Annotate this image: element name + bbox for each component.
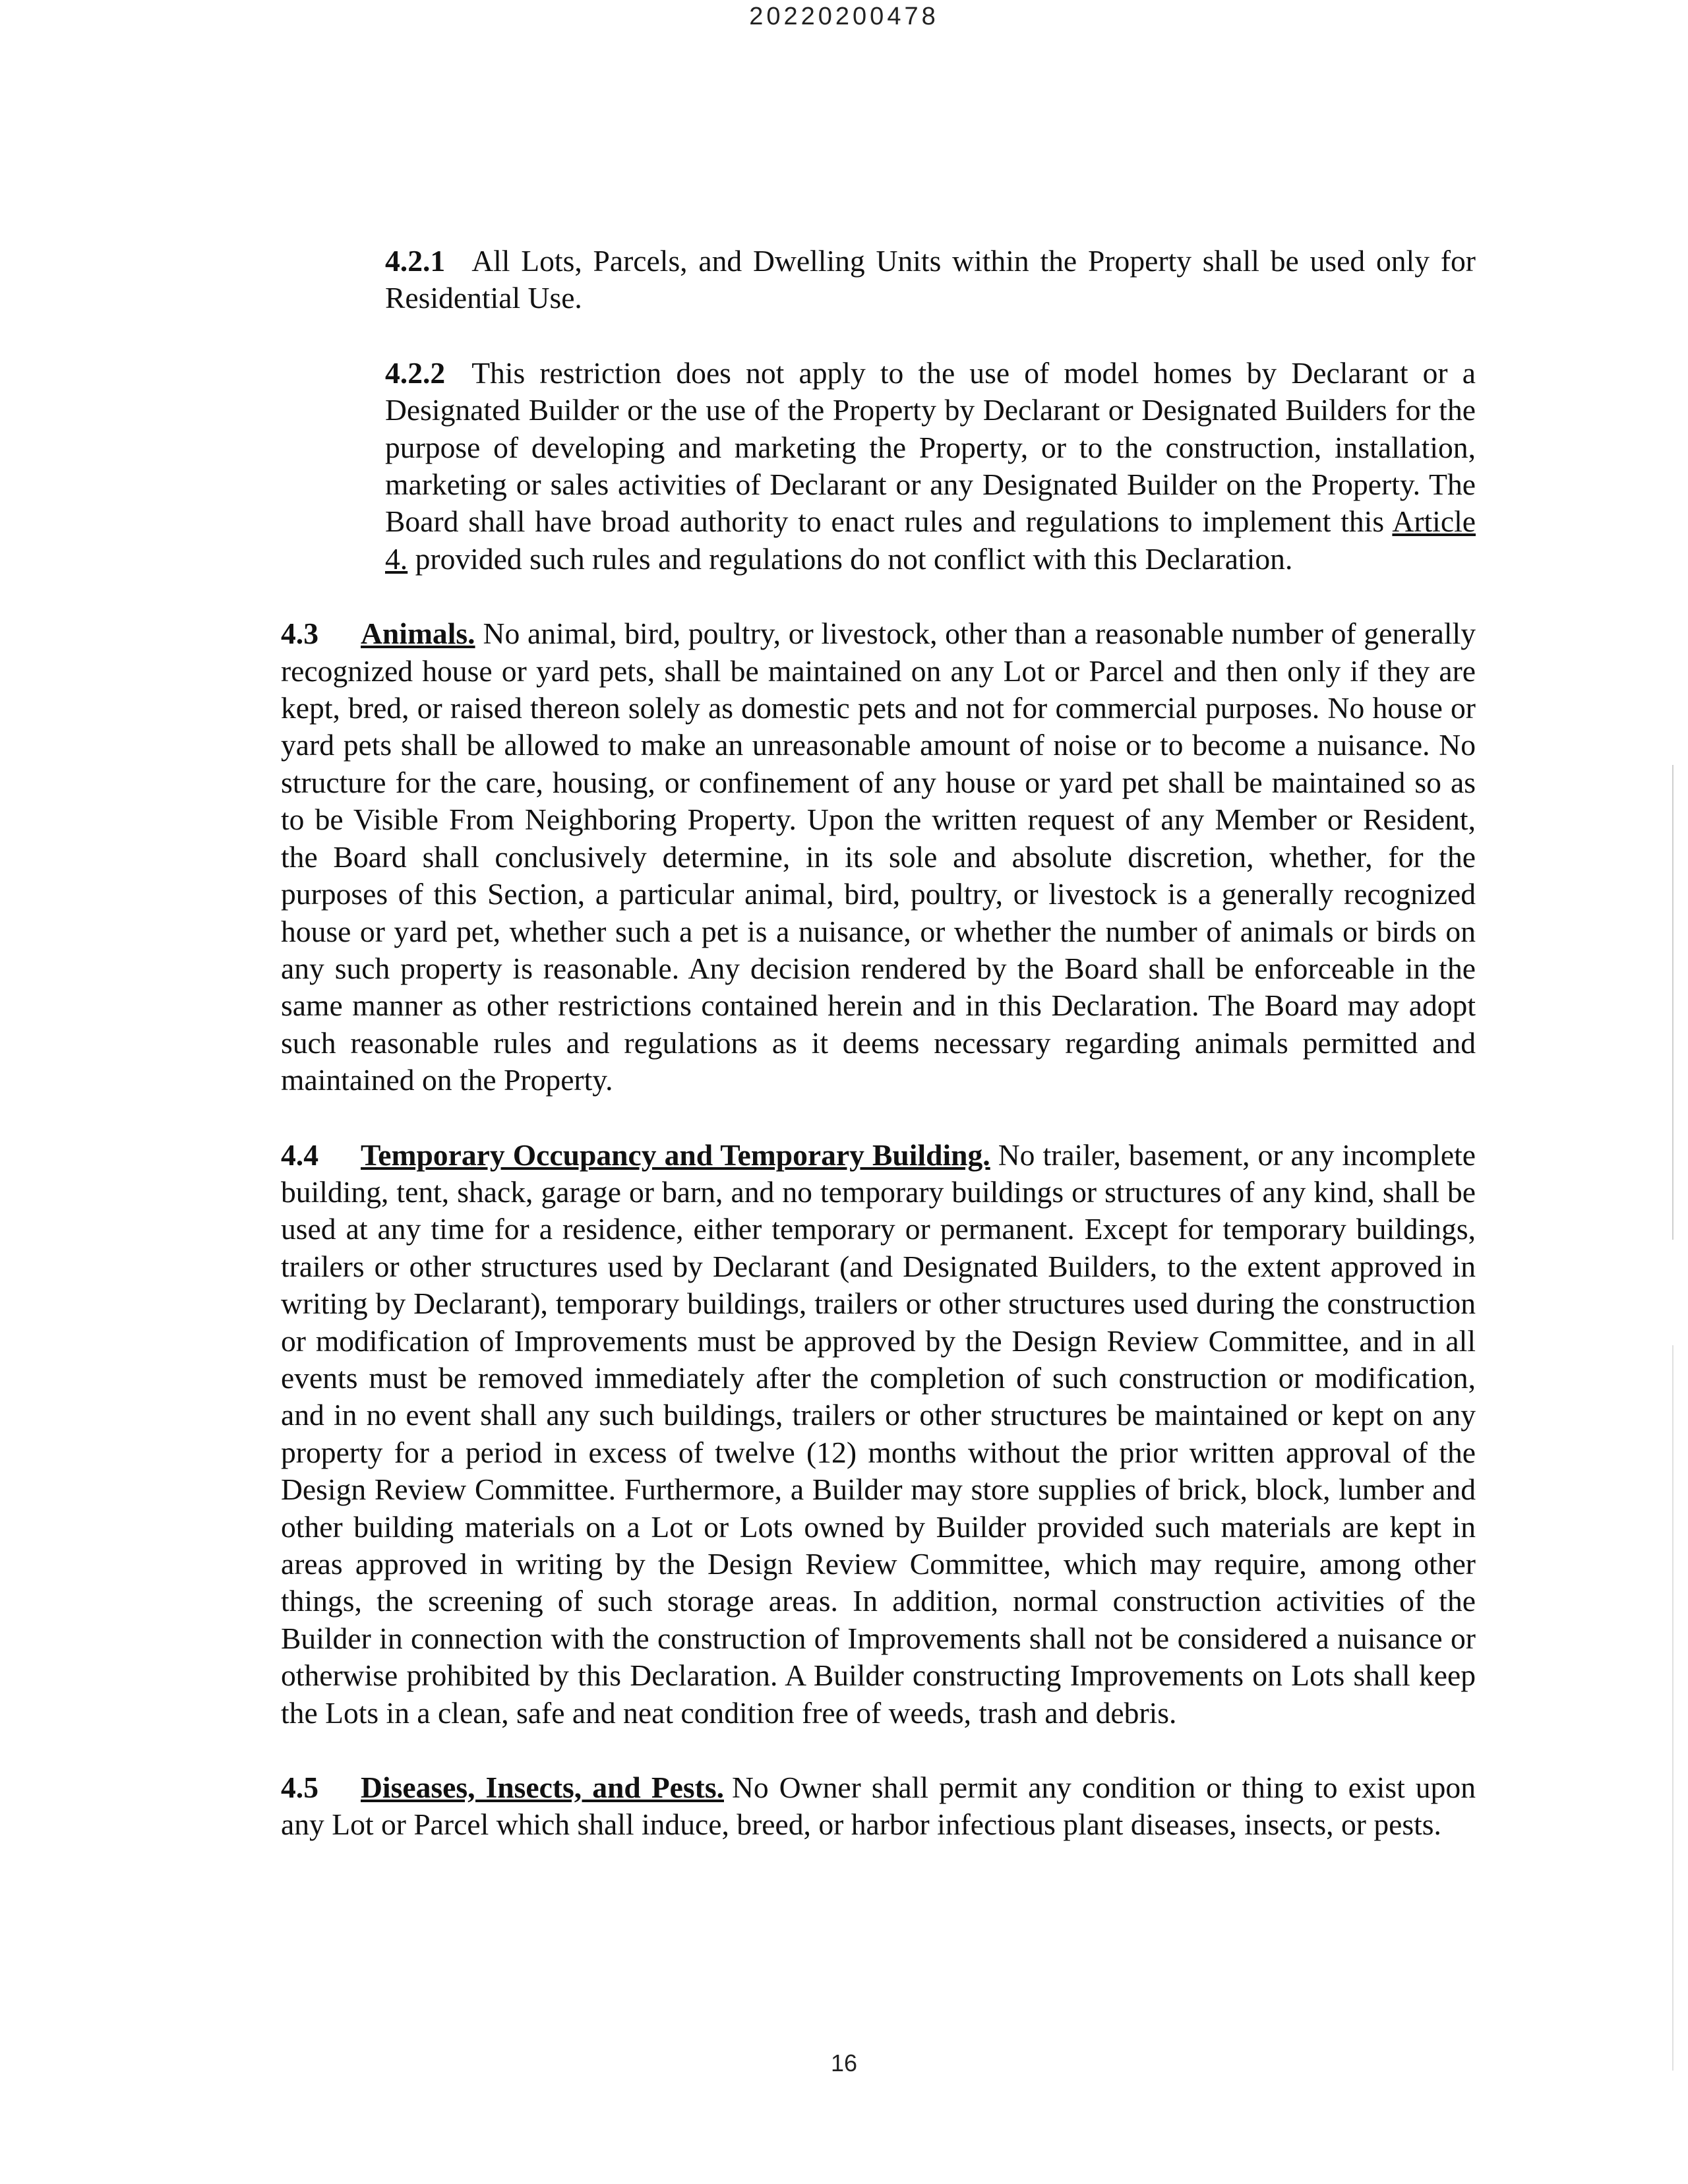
page-number: 16 bbox=[830, 2049, 858, 2077]
section-4-4 bbox=[182, 1137, 1476, 1732]
section-title: Animals. bbox=[361, 617, 475, 651]
section-4-3 bbox=[182, 615, 1476, 1099]
article-reference-link: Article 4. bbox=[385, 504, 1476, 576]
section-title: Temporary Occupancy and Temporary Building. bbox=[361, 1138, 990, 1172]
scan-edge-line-lower bbox=[1672, 1345, 1673, 2071]
section-4-2-2 bbox=[182, 355, 1476, 578]
section-number: 4.5 bbox=[281, 1771, 318, 1805]
section-text: This restriction does not apply to the use of model homes by Declarant or a Designated Builder or the use of the Property by Declarant or Designated Builders for the purpose of developing and marketing the Property, or to the construction, installation, marketing or sales activities of Declarant or any Designated Builder on the Property. The Board shall have broad authority to enact rules and regulations to implement this bbox=[385, 355, 1476, 539]
scan-edge-line-upper bbox=[1672, 765, 1673, 1240]
section-4-2-1 bbox=[182, 243, 1476, 317]
section-text: All Lots, Parcels, and Dwelling Units within the Property shall be used only for Residential Use. bbox=[385, 244, 1476, 315]
section-number: 4.2.1 bbox=[385, 244, 446, 278]
section-number: 4.3 bbox=[281, 617, 318, 651]
section-number: 4.4 bbox=[281, 1138, 318, 1172]
document-body bbox=[182, 243, 1476, 1881]
section-text: No animal, bird, poultry, or livestock, other than a reasonable number of generally recognized house or yard pets, shall be maintained on any Lot or Parcel and then only if they are kept, bred, or raised thereon solely as domestic pets and not for commercial purposes. No house or yard pets shall be allowed to make an unreasonable amount of noise or to become a nuisance. No structure for the care, housing, or confinement of any house or yard pet shall be maintained so as to be Visible From Neighboring Property. Upon the written request of any Member or Resident, the Board shall conclusively determine, in its sole and absolute discretion, whether, for the purposes of this Section, a particular animal, bird, poultry, or livestock is a generally recognized house or yard pet, whether such a pet is a nuisance, or whether the number of animals or birds on any such property is reasonable. Any decision rendered by the Board shall be enforceable in the same manner as other restrictions contained herein and in this Declaration. The Board may adopt such reasonable rules and regulations as it deems necessary regarding animals permitted and maintained on the Property. bbox=[281, 617, 1476, 1097]
section-number: 4.2.2 bbox=[385, 355, 446, 390]
section-4-5 bbox=[182, 1769, 1476, 1844]
section-text: No trailer, basement, or any incomplete building, tent, shack, garage or barn, and no temporary buildings or structures of any kind, shall be used at any time for a residence, either temporary or permanent. Except for temporary buildings, trailers or other structures used by Declarant (and Designated Builders, to the extent approved in writing by Declarant), temporary buildings, trailers or other structures used during the construction or modification of Improvements must be approved by the Design Review Committee, and in all events must be removed immediately after the completion of such construction or modification, and in no event shall any such buildings, trailers or other structures be maintained or kept on any property for a period in excess of twelve (12) months without the prior written approval of the Design Review Committee. Furthermore, a Builder may store supplies of brick, block, lumber and other building materials on a Lot or Lots owned by Builder provided such materials are kept in areas approved in writing by the Design Review Committee, which may require, among other things, the screening of such storage areas. In addition, normal construction activities of the Builder in connection with the construction of Improvements shall not be considered a nuisance or otherwise prohibited by this Declaration. A Builder constructing Improvements on Lots shall keep the Lots in a clean, safe and neat condition free of weeds, trash and debris. bbox=[281, 1138, 1476, 1730]
section-text: No Owner shall permit any condition or thing to exist upon any Lot or Parcel which shall induce, breed, or harbor infectious plant diseases, insects, or pests. bbox=[281, 1771, 1476, 1842]
section-title: Diseases, Insects, and Pests. bbox=[361, 1771, 724, 1805]
section-text-continued: provided such rules and regulations do not conflict with this Declaration. bbox=[407, 541, 1293, 576]
document-number: 20220200478 bbox=[749, 3, 939, 30]
